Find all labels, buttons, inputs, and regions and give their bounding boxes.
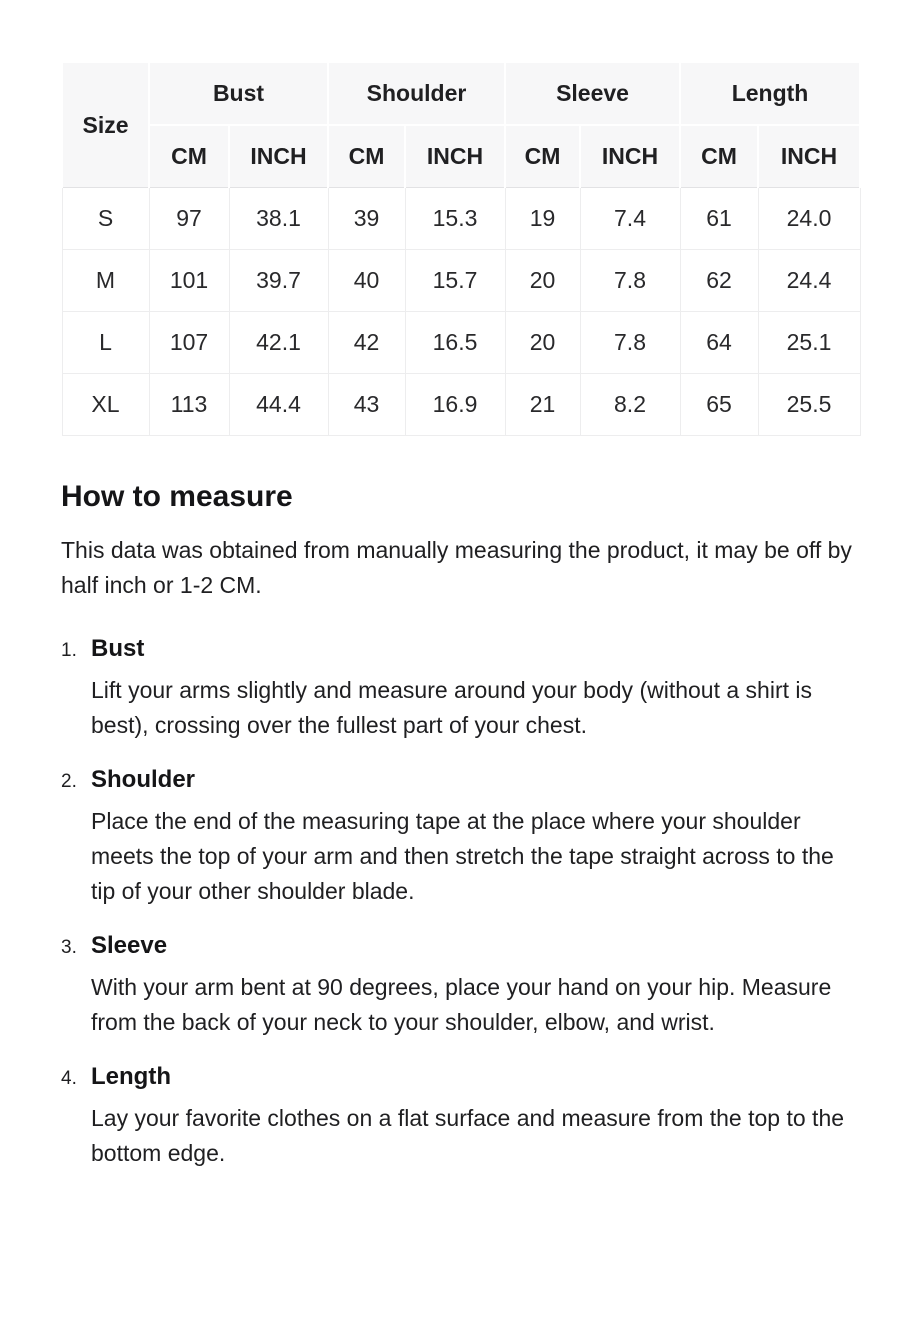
- step-description: With your arm bent at 90 degrees, place your hand on your hip. Measure from the back of your neck to your shoulder, elbow, and wrist.: [91, 974, 832, 1035]
- step-number: 1.: [61, 640, 77, 661]
- unit-header-cm: CM: [505, 125, 580, 188]
- step-heading: [61, 1063, 859, 1091]
- measurement-cell: 65: [680, 374, 758, 436]
- step-heading: [61, 932, 859, 960]
- how-to-measure-title: How to measure: [61, 480, 293, 513]
- measurement-cell: 64: [680, 312, 758, 374]
- measurement-cell: 15.7: [405, 250, 505, 312]
- measurement-cell: 113: [149, 374, 229, 436]
- step-heading: [61, 635, 859, 663]
- step-number: 3.: [61, 937, 77, 958]
- table-row-l: [62, 312, 860, 374]
- measurement-cell: 25.1: [758, 312, 860, 374]
- step-description: Lay your favorite clothes on a flat surface and measure from the top to the bottom edge.: [91, 1105, 845, 1166]
- unit-header-inch: INCH: [229, 125, 328, 188]
- measurement-cell: 39: [328, 188, 405, 250]
- measurement-cell: 61: [680, 188, 758, 250]
- size-column-header: Size: [62, 62, 149, 188]
- unit-header-inch: INCH: [580, 125, 680, 188]
- measurement-cell: 19: [505, 188, 580, 250]
- measurement-cell: 44.4: [229, 374, 328, 436]
- measurement-cell: 25.5: [758, 374, 860, 436]
- measurement-cell: 97: [149, 188, 229, 250]
- measurement-cell: 16.9: [405, 374, 505, 436]
- step-term: Bust: [91, 635, 145, 662]
- group-header-length: Length: [680, 62, 860, 125]
- step-term: Sleeve: [91, 932, 168, 959]
- measurement-cell: 40: [328, 250, 405, 312]
- measure-step-sleeve: [61, 932, 859, 1040]
- unit-header-row: [62, 125, 860, 188]
- table-row-s: [62, 188, 860, 250]
- size-chart-table: [61, 61, 861, 436]
- group-header-sleeve: Sleeve: [505, 62, 680, 125]
- measure-step-length: [61, 1063, 859, 1171]
- measurement-cell: 101: [149, 250, 229, 312]
- step-number: 2.: [61, 771, 77, 792]
- measurement-cell: 107: [149, 312, 229, 374]
- size-cell: S: [62, 188, 149, 250]
- measure-step-bust: [61, 635, 859, 743]
- unit-header-cm: CM: [680, 125, 758, 188]
- size-cell: L: [62, 312, 149, 374]
- measurement-cell: 39.7: [229, 250, 328, 312]
- measurement-cell: 8.2: [580, 374, 680, 436]
- size-cell: XL: [62, 374, 149, 436]
- unit-header-inch: INCH: [758, 125, 860, 188]
- measurement-cell: 24.0: [758, 188, 860, 250]
- group-header-bust: Bust: [149, 62, 328, 125]
- measurement-cell: 7.4: [580, 188, 680, 250]
- measurement-cell: 7.8: [580, 250, 680, 312]
- step-number: 4.: [61, 1068, 77, 1089]
- group-header-row: [62, 62, 860, 125]
- measurement-cell: 16.5: [405, 312, 505, 374]
- measurement-cell: 43: [328, 374, 405, 436]
- measurement-cell: 21: [505, 374, 580, 436]
- measurement-cell: 20: [505, 250, 580, 312]
- measure-step-shoulder: [61, 766, 859, 909]
- measurement-cell: 42: [328, 312, 405, 374]
- step-heading: [61, 766, 859, 794]
- measure-steps-list: [61, 635, 859, 1171]
- measurement-cell: 20: [505, 312, 580, 374]
- step-description: Lift your arms slightly and measure around your body (without a shirt is best), crossing over the fullest part of your chest.: [91, 677, 812, 738]
- measurement-cell: 15.3: [405, 188, 505, 250]
- measurement-cell: 24.4: [758, 250, 860, 312]
- measurement-cell: 38.1: [229, 188, 328, 250]
- measurement-cell: 42.1: [229, 312, 328, 374]
- table-row-xl: [62, 374, 860, 436]
- step-description: Place the end of the measuring tape at the place where your shoulder meets the top of your arm and then stretch the tape straight across to the tip of your other shoulder blade.: [91, 808, 834, 904]
- unit-header-inch: INCH: [405, 125, 505, 188]
- size-cell: M: [62, 250, 149, 312]
- unit-header-cm: CM: [328, 125, 405, 188]
- measurement-cell: 7.8: [580, 312, 680, 374]
- unit-header-cm: CM: [149, 125, 229, 188]
- step-term: Shoulder: [91, 766, 196, 793]
- how-to-measure-intro: This data was obtained from manually measuring the product, it may be off by half inch or 1-2 CM.: [61, 537, 852, 598]
- measurement-cell: 62: [680, 250, 758, 312]
- group-header-shoulder: Shoulder: [328, 62, 505, 125]
- table-row-m: [62, 250, 860, 312]
- step-term: Length: [91, 1063, 171, 1090]
